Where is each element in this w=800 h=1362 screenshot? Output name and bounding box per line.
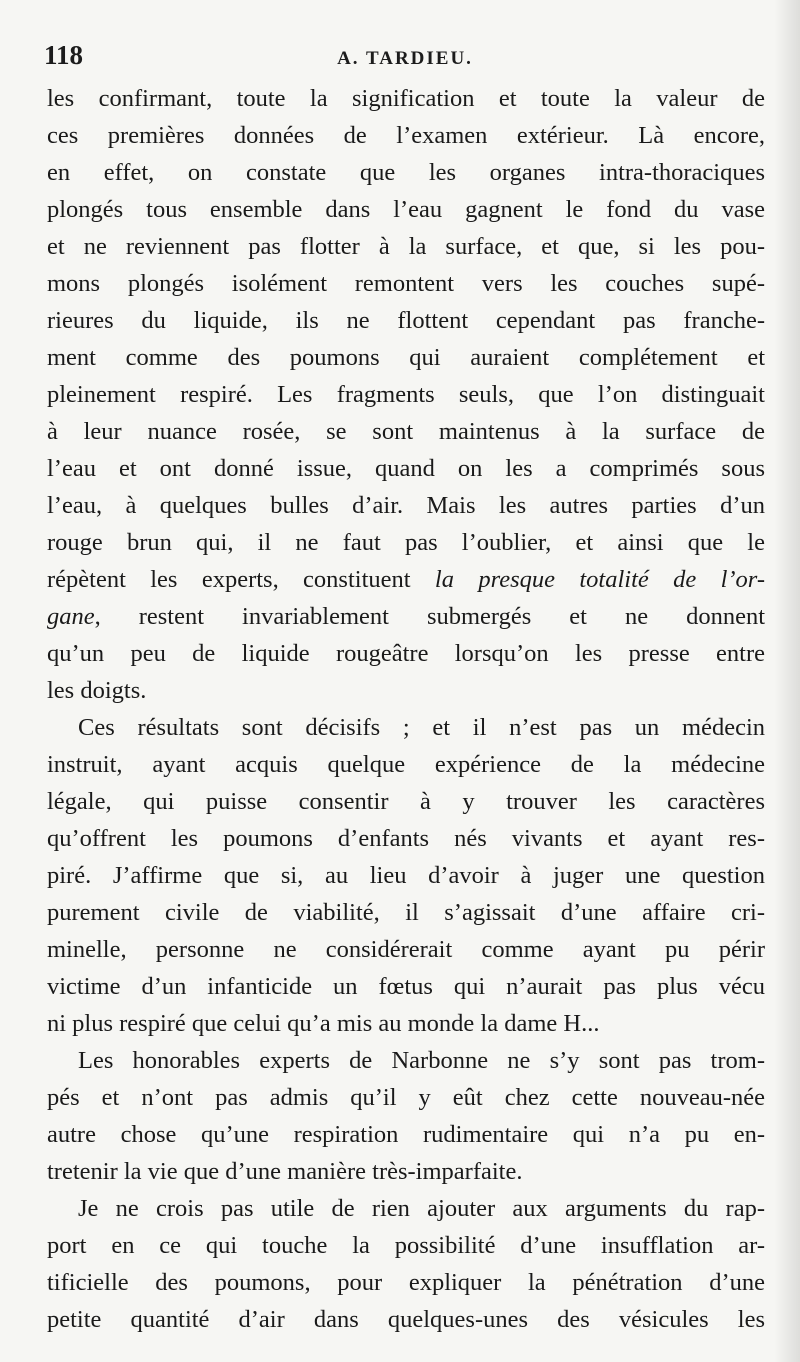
text-line: rieures du liquide, ils ne flottent cependant pas franche- xyxy=(47,307,765,334)
text-line: autre chose qu’une respiration rudimentaire qui n’a pu en- xyxy=(47,1121,765,1148)
italic-quote: gane xyxy=(47,603,95,630)
text-line: ment comme des poumons qui auraient complétement et xyxy=(47,344,765,371)
text-run: , restent invariablement submergés et ne donnent xyxy=(94,603,765,630)
text-line: l’eau et ont donné issue, quand on les a comprimés sous xyxy=(47,455,765,482)
text-line: minelle, personne ne considérerait comme ayant pu périr xyxy=(47,936,765,963)
text-line: et ne reviennent pas flotter à la surface, et que, si les pou- xyxy=(47,233,765,260)
text-line: petite quantité d’air dans quelques-unes des vésicules les xyxy=(47,1306,765,1333)
text-line: tificielle des poumons, pour expliquer la pénétration d’une xyxy=(47,1269,765,1296)
text-line: légale, qui puisse consentir à y trouver les caractères xyxy=(47,788,765,815)
paragraph-end-line: tretenir la vie que d’une manière très-imparfaite. xyxy=(47,1158,523,1185)
text-line: mons plongés isolément remontent vers les couches supé- xyxy=(47,270,765,297)
text-line: pleinement respiré. Les fragments seuls, que l’on distinguait xyxy=(47,381,765,408)
paragraph-start-line: Les honorables experts de Narbonne ne s’y sont pas trom- xyxy=(78,1047,765,1074)
running-head: A. TARDIEU. xyxy=(337,48,473,69)
paragraph-start-line: Je ne crois pas utile de rien ajouter aux arguments du rap- xyxy=(78,1195,765,1222)
text-line: purement civile de viabilité, il s’agissait d’une affaire cri- xyxy=(47,899,765,926)
paragraph-end-line: les doigts. xyxy=(47,677,147,704)
text-line: en effet, on constate que les organes intra-thoraciques xyxy=(47,159,765,186)
text-line: piré. J’affirme que si, au lieu d’avoir à juger une question xyxy=(47,862,765,889)
paragraph-start-line: Ces résultats sont décisifs ; et il n’est pas un médecin xyxy=(78,714,765,741)
text-line: l’eau, à quelques bulles d’air. Mais les autres parties d’un xyxy=(47,492,765,519)
text-line: rouge brun qui, il ne faut pas l’oublier, et ainsi que le xyxy=(47,529,765,556)
text-line: à leur nuance rosée, se sont maintenus à la surface de xyxy=(47,418,765,445)
text-line: qu’offrent les poumons d’enfants nés vivants et ayant res- xyxy=(47,825,765,852)
paragraph-end-line: ni plus respiré que celui qu’a mis au monde la dame H... xyxy=(47,1010,600,1037)
text-line: plongés tous ensemble dans l’eau gagnent le fond du vase xyxy=(47,196,765,223)
text-line: ces premières données de l’examen extérieur. Là encore, xyxy=(47,122,765,149)
text-line: instruit, ayant acquis quelque expérience de la médecine xyxy=(47,751,765,778)
page-number: 118 xyxy=(44,40,84,70)
italic-quote: la presque totalité de l’or- xyxy=(434,566,765,593)
text-line xyxy=(47,561,765,598)
page-header xyxy=(44,40,766,80)
text-line: victime d’un infanticide un fœtus qui n’aurait pas plus vécu xyxy=(47,973,765,1000)
text-line: qu’un peu de liquide rougeâtre lorsqu’on les presse entre xyxy=(47,640,765,667)
page-gutter-shadow xyxy=(774,0,800,1362)
text-line: port en ce qui touche la possibilité d’une insufflation ar- xyxy=(47,1232,765,1259)
text-line: les confirmant, toute la signification et toute la valeur de xyxy=(47,85,765,112)
text-run: répètent les experts, constituent xyxy=(47,566,435,593)
text-line: pés et n’ont pas admis qu’il y eût chez cette nouveau-née xyxy=(47,1084,765,1111)
text-line xyxy=(47,598,765,635)
body-text xyxy=(47,80,765,1338)
